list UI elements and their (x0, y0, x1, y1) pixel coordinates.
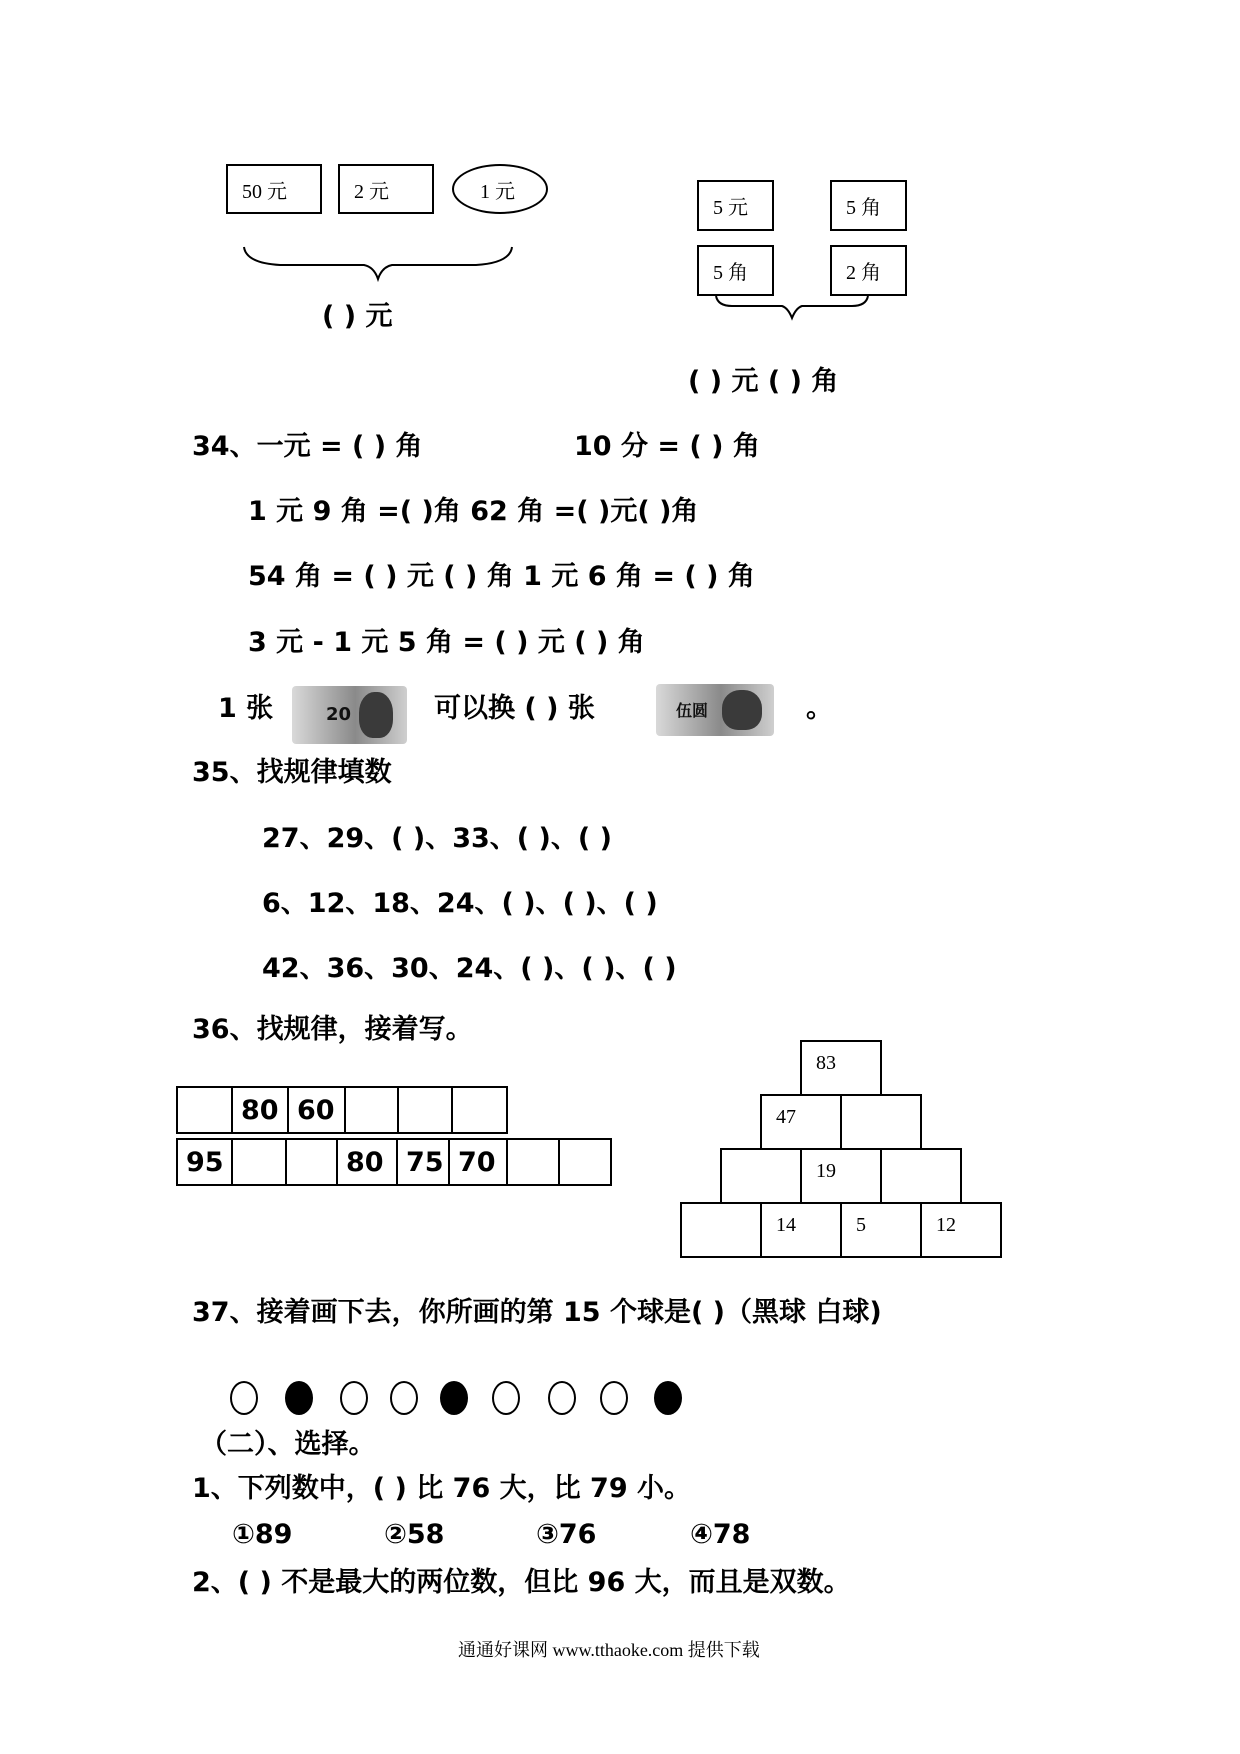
grid-cell (397, 1086, 453, 1134)
pyramid-cell: 12 (920, 1202, 1002, 1258)
q34-line2: 1 元 9 角 =( )角 62 角 =( )元( )角 (248, 496, 699, 527)
black-ball-icon (440, 1381, 468, 1415)
money-label: 2 元 (354, 180, 389, 203)
grid-cell: 80 (231, 1086, 289, 1134)
money-label: 5 角 (713, 262, 748, 284)
portrait-icon (722, 690, 762, 730)
money-label: 50 元 (242, 180, 287, 203)
grid-cell: 75 (396, 1138, 450, 1186)
money-2jiao (830, 245, 907, 296)
left-answer: ( ) 元 (322, 301, 393, 332)
option-2: ②58 (384, 1519, 445, 1550)
white-ball-icon (340, 1381, 368, 1415)
white-ball-icon (492, 1381, 520, 1415)
option-1: ①89 (232, 1519, 293, 1550)
grid-cell: 70 (448, 1138, 508, 1186)
q34-line5-mid: 可以换 ( ) 张 (434, 693, 595, 724)
white-ball-icon (390, 1381, 418, 1415)
pyramid-cell (680, 1202, 762, 1258)
q34-line5-end: 。 (806, 693, 833, 724)
right-answer: ( ) 元 ( ) 角 (688, 366, 839, 397)
q35-row-2: 6、12、18、24、( )、( )、( ) (262, 888, 658, 919)
q34-line1-left: 34、一元 = ( ) 角 (192, 431, 423, 462)
money-50yuan (226, 164, 322, 214)
grid-cell: 60 (287, 1086, 346, 1134)
pyramid-cell (720, 1148, 802, 1204)
q35-row-1: 27、29、( )、33、( )、( ) (262, 823, 612, 854)
number-grid-top (178, 1086, 508, 1134)
money-2yuan (338, 164, 434, 214)
grid-cell: 80 (336, 1138, 398, 1186)
option-3: ③76 (536, 1519, 597, 1550)
money-5jiao (830, 180, 907, 231)
white-ball-icon (548, 1381, 576, 1415)
money-label: 5 角 (846, 197, 881, 219)
banknote-denomination: 伍圆 (676, 701, 709, 720)
grid-cell (231, 1138, 287, 1186)
pyramid-cell: 83 (800, 1040, 882, 1096)
pyramid-cell (840, 1094, 922, 1150)
pyramid-cell (880, 1148, 962, 1204)
pyramid-cell: 47 (760, 1094, 842, 1150)
banknote-20-yuan-image (292, 686, 407, 744)
money-5yuan (697, 180, 774, 231)
q36-title: 36、找规律，接着写。 (192, 1014, 473, 1045)
pyramid-cell: 19 (800, 1148, 882, 1204)
money-label: 5 元 (713, 197, 748, 219)
page-footer: 通通好课网 www.tthaoke.com 提供下载 (458, 1640, 760, 1660)
q37-title: 37、接着画下去，你所画的第 15 个球是( )（黑球 白球) (192, 1297, 882, 1328)
grid-cell (451, 1086, 508, 1134)
money-label: 1 元 (480, 180, 515, 203)
number-grid-bottom (178, 1138, 612, 1186)
section2-q2: 2、( ) 不是最大的两位数，但比 96 大，而且是双数。 (192, 1567, 851, 1598)
q35-title: 35、找规律填数 (192, 757, 392, 788)
grid-cell (176, 1086, 233, 1134)
pyramid-cell: 14 (760, 1202, 842, 1258)
grid-cell (285, 1138, 338, 1186)
grid-cell (344, 1086, 399, 1134)
banknote-denomination: 20 (326, 704, 352, 725)
q34-line5-left: 1 张 (218, 693, 274, 724)
right-brace-icon (712, 294, 872, 324)
grid-cell: 95 (176, 1138, 233, 1186)
money-1yuan-coin (452, 164, 548, 214)
money-5jiao-2 (697, 245, 774, 296)
q34-line3: 54 角 = ( ) 元 ( ) 角 1 元 6 角 = ( ) 角 (248, 561, 755, 592)
black-ball-icon (285, 1381, 313, 1415)
q34-line1-right: 10 分 = ( ) 角 (574, 431, 760, 462)
left-brace-icon (240, 243, 516, 283)
q35-row-3: 42、36、30、24、( )、( )、( ) (262, 953, 677, 984)
grid-cell (506, 1138, 560, 1186)
banknote-5-yuan-image (656, 684, 774, 736)
section2-q1: 1、下列数中，( ) 比 76 大，比 79 小。 (192, 1473, 692, 1504)
white-ball-icon (230, 1381, 258, 1415)
white-ball-icon (600, 1381, 628, 1415)
pyramid-cell: 5 (840, 1202, 922, 1258)
q34-line4: 3 元 - 1 元 5 角 = ( ) 元 ( ) 角 (248, 627, 645, 658)
section2-title: （二）、选择。 (200, 1429, 376, 1460)
money-label: 2 角 (846, 262, 881, 284)
grid-cell (558, 1138, 612, 1186)
portrait-icon (359, 692, 393, 738)
option-4: ④78 (690, 1519, 751, 1550)
black-ball-icon (654, 1381, 682, 1415)
